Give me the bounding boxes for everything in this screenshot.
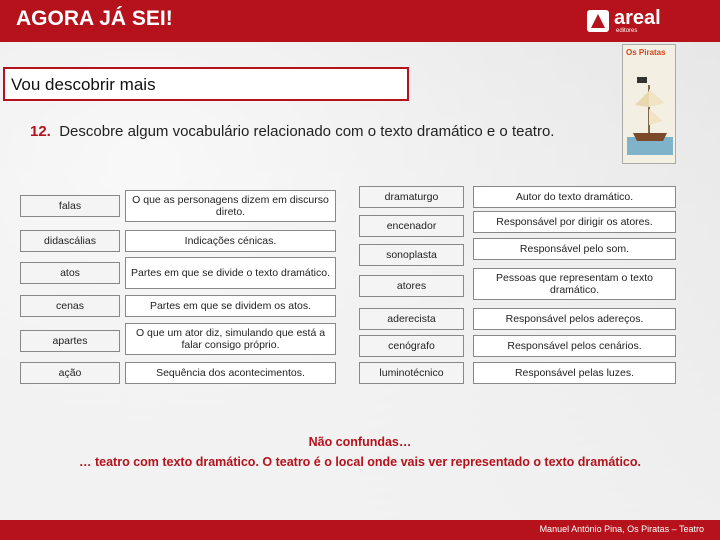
definition-cell[interactable]: O que as personagens dizem em discurso direto. [125, 190, 336, 222]
book-title: Os Piratas [626, 48, 666, 57]
question-body: Descobre algum vocabulário relacionado com o texto dramático e o teatro. [59, 123, 555, 140]
warning-text: … teatro com texto dramático. O teatro é o local onde vais ver representado o texto dramático. [79, 455, 641, 469]
term-cell[interactable]: atores [359, 275, 464, 297]
definition-cell[interactable]: Sequência dos acontecimentos. [125, 362, 336, 384]
term-cell[interactable]: cenógrafo [359, 335, 464, 357]
term-cell[interactable]: falas [20, 195, 120, 217]
logo-subtitle: editores [616, 28, 638, 34]
definition-cell[interactable]: Responsável pelas luzes. [473, 362, 676, 384]
page-title: AGORA JÁ SEI! [16, 7, 173, 30]
section-title: Vou descobrir mais [11, 75, 156, 94]
header-bar [0, 0, 720, 42]
term-cell[interactable]: dramaturgo [359, 186, 464, 208]
term-cell[interactable]: encenador [359, 215, 464, 237]
logo-mark-icon [587, 10, 609, 32]
definition-cell[interactable]: Responsável por dirigir os atores. [473, 211, 676, 233]
term-cell[interactable]: aderecista [359, 308, 464, 330]
question-number: 12. [30, 123, 51, 140]
definition-cell[interactable]: Indicações cénicas. [125, 230, 336, 252]
term-cell[interactable]: sonoplasta [359, 244, 464, 266]
term-cell[interactable]: atos [20, 262, 120, 284]
definition-cell[interactable]: Responsável pelos cenários. [473, 335, 676, 357]
definition-cell[interactable]: O que um ator diz, simulando que está a falar consigo próprio. [125, 323, 336, 355]
footer-credit: Manuel António Pina, Os Piratas – Teatro [539, 524, 704, 534]
term-cell[interactable]: apartes [20, 330, 120, 352]
book-cover-image [622, 44, 676, 164]
section-heading-box [3, 67, 409, 101]
definition-cell[interactable]: Responsável pelo som. [473, 238, 676, 260]
term-cell[interactable]: luminotécnico [359, 362, 464, 384]
publisher-logo [587, 7, 707, 34]
term-cell[interactable]: cenas [20, 295, 120, 317]
definition-cell[interactable]: Responsável pelos adereços. [473, 308, 676, 330]
definition-cell[interactable]: Partes em que se divide o texto dramático. [125, 257, 336, 289]
question-text [30, 122, 600, 141]
term-cell[interactable]: ação [20, 362, 120, 384]
logo-name: areal [614, 7, 661, 29]
footer-bar [0, 520, 720, 540]
definition-cell[interactable]: Autor do texto dramático. [473, 186, 676, 208]
ship-illustration-icon [627, 75, 673, 155]
term-cell[interactable]: didascálias [20, 230, 120, 252]
definition-cell[interactable]: Pessoas que representam o texto dramático. [473, 268, 676, 300]
warning-heading: Não confundas… [308, 435, 412, 449]
definition-cell[interactable]: Partes em que se dividem os atos. [125, 295, 336, 317]
